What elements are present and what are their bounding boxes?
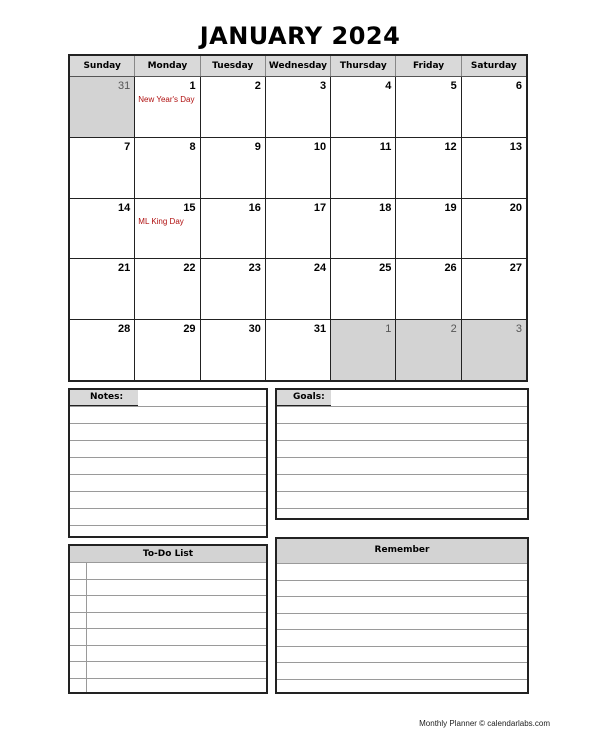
remember-box[interactable] [275,537,529,694]
day-number: 21 [118,262,131,275]
weekday-friday: Friday [395,56,460,76]
day-number: 2 [450,323,457,336]
day-cell[interactable] [70,199,134,259]
calendar-grid [68,54,528,382]
day-cell[interactable] [330,259,395,319]
day-number: 1 [189,80,196,92]
ruled-line [277,679,527,680]
day-number: 8 [189,140,196,153]
todo-list-title: To-Do List [70,546,266,563]
holiday-label: New Year's Day [138,95,195,104]
ruled-line [70,457,266,458]
weekday-header [70,56,526,77]
ruled-line [277,423,527,424]
day-cell[interactable] [134,77,199,137]
weekday-sunday: Sunday [83,61,121,71]
day-cell[interactable] [200,320,265,380]
ruled-line [70,645,266,646]
day-number: 29 [183,323,196,336]
day-cell[interactable] [330,199,395,259]
day-cell[interactable] [395,138,460,198]
day-cell[interactable] [461,259,526,319]
ruled-line [277,491,527,492]
day-number: 18 [379,201,392,214]
ruled-line [277,580,527,581]
todo-list-box[interactable] [68,544,268,694]
day-cell[interactable] [395,199,460,259]
day-number: 23 [248,262,261,275]
notes-lines [70,406,266,526]
day-number: 3 [515,323,522,336]
day-number: 28 [118,323,131,336]
ruled-line [277,406,527,407]
weekday-monday: Monday [134,56,199,76]
ruled-line [277,457,527,458]
day-number: 31 [313,323,327,336]
weekday-thursday: Thursday [330,56,395,76]
ruled-line [70,562,266,563]
day-cell[interactable] [395,77,460,137]
ruled-line [277,508,527,509]
day-cell[interactable] [330,320,395,380]
day-number: 1 [385,323,392,336]
day-cell[interactable] [265,259,330,319]
ruled-line [70,678,266,679]
day-number: 22 [183,262,196,275]
ruled-line [277,474,527,475]
ruled-line [277,613,527,614]
day-number: 27 [509,262,522,275]
day-cell[interactable] [70,320,134,380]
day-number: 13 [509,140,522,153]
calendar-weeks [70,77,526,380]
ruled-line [277,563,527,564]
ruled-line [277,440,527,441]
todo-lines [70,562,266,679]
day-number: 19 [444,201,457,214]
week-row [70,137,526,198]
ruled-line [277,629,527,630]
day-number: 15 [183,201,196,214]
ruled-line [70,525,266,526]
ruled-line [70,423,266,424]
day-cell[interactable] [70,138,134,198]
day-number: 12 [444,140,457,153]
ruled-line [277,596,527,597]
footer-credit: Monthly Planner © calendarlabs.com [419,719,550,728]
day-cell[interactable] [395,259,460,319]
remember-lines [277,563,527,680]
day-number: 5 [450,80,457,92]
ruled-line [277,646,527,647]
holiday-label: ML King Day [138,216,184,226]
day-cell[interactable] [330,138,395,198]
notes-box[interactable] [68,388,268,538]
week-row [70,319,526,380]
ruled-line [70,491,266,492]
weekday-wednesday: Wednesday [265,56,330,76]
day-number: 6 [515,80,522,92]
day-number: 30 [248,323,261,336]
ruled-line [70,628,266,629]
day-number: 9 [254,140,261,153]
day-number: 26 [444,262,457,275]
page-title: JANUARY 2024 [199,22,401,50]
day-number: 16 [248,201,261,214]
day-cell[interactable] [395,320,460,380]
day-number: 3 [320,80,327,92]
ruled-line [70,661,266,662]
day-cell[interactable] [265,320,330,380]
ruled-line [70,612,266,613]
day-number: 24 [313,262,327,275]
remember-title: Remember [277,539,527,564]
day-number: 31 [118,80,131,92]
day-number: 2 [254,80,261,92]
day-cell[interactable] [200,138,265,198]
day-cell[interactable] [200,77,265,137]
day-cell[interactable] [134,199,199,259]
weekday-tuesday: Tuesday [200,56,265,76]
day-cell[interactable] [134,320,199,380]
day-number: 17 [313,201,327,214]
week-row [70,258,526,319]
ruled-line [70,440,266,441]
ruled-line [70,406,266,407]
ruled-line [70,595,266,596]
weekday-saturday: Saturday [461,56,526,76]
day-cell[interactable] [461,138,526,198]
day-cell[interactable] [134,138,199,198]
ruled-line [70,579,266,580]
day-cell[interactable] [200,259,265,319]
notes-label: Notes: [70,390,138,406]
day-cell[interactable] [265,199,330,259]
day-cell[interactable] [70,259,134,319]
day-cell[interactable] [461,77,526,137]
day-number: 7 [124,140,131,153]
day-cell[interactable] [265,138,330,198]
day-number: 4 [385,80,392,92]
day-number: 25 [379,262,392,275]
ruled-line [70,508,266,509]
week-row [70,198,526,259]
goals-box[interactable] [275,388,529,520]
day-cell[interactable] [134,259,199,319]
goals-lines [277,406,527,509]
day-number: 14 [118,201,131,214]
ruled-line [277,662,527,663]
day-number: 20 [509,201,522,214]
week-row [70,77,526,137]
goals-label: Goals: [277,390,331,406]
day-cell[interactable] [265,77,330,137]
day-cell[interactable] [70,77,134,137]
day-cell[interactable] [461,320,526,380]
day-cell[interactable] [200,199,265,259]
day-cell[interactable] [330,77,395,137]
day-cell[interactable] [461,199,526,259]
day-number: 11 [379,140,392,153]
day-number: 10 [313,140,327,153]
ruled-line [70,474,266,475]
